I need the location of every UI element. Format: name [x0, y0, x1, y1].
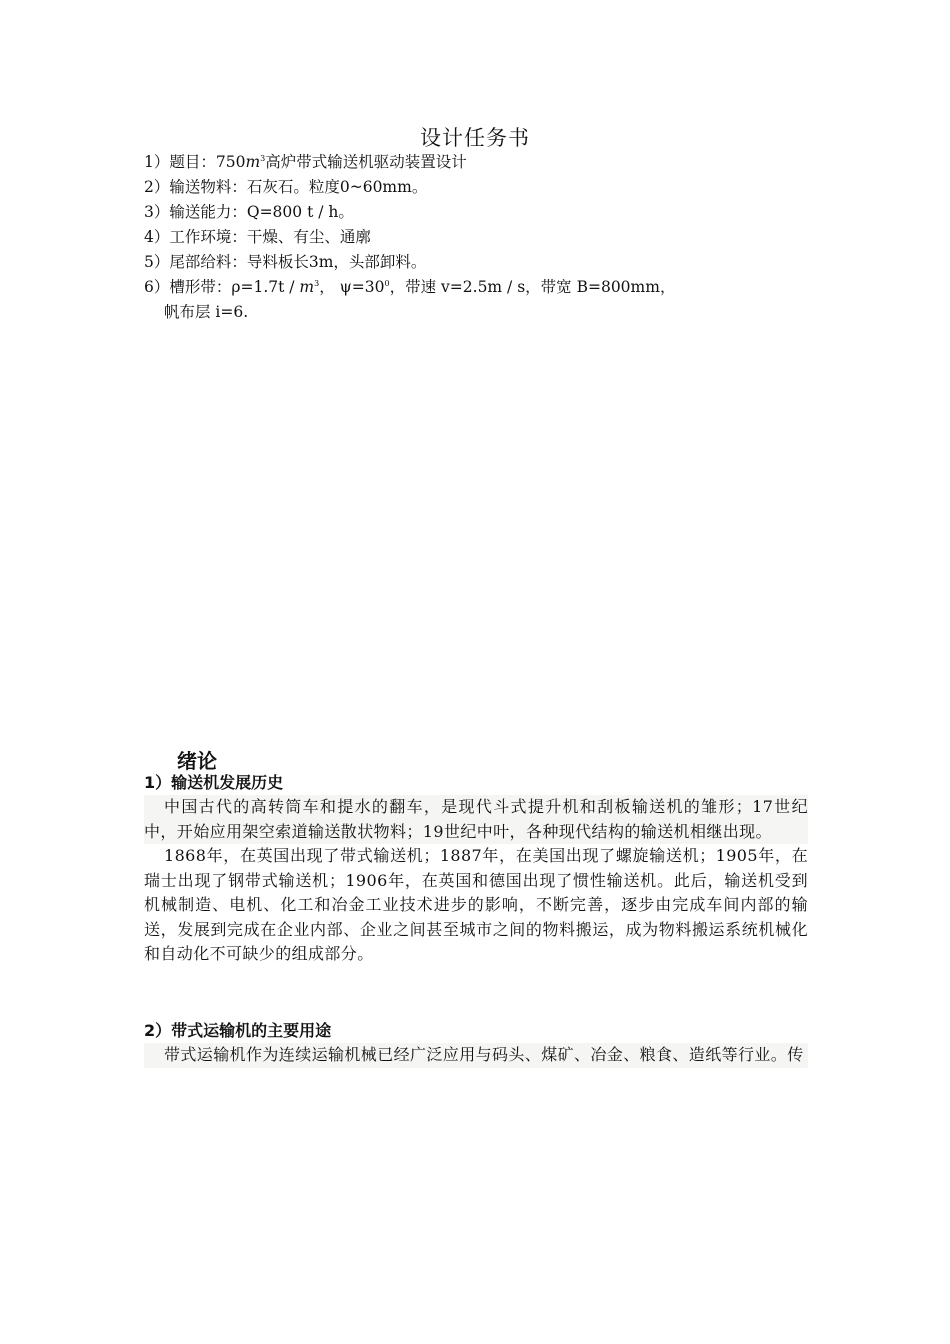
section-heading: 1）输送机发展历史 — [144, 773, 284, 792]
task-item-text: ，带速 v=2.5m / s，带宽 B=800mm， — [389, 278, 676, 296]
section-usage — [144, 1019, 808, 1068]
superscript: 0 — [384, 278, 390, 288]
paragraph: 中国古代的高转筒车和提水的翻车，是现代斗式提升机和刮板输送机的雏形；17世纪中，开始应用架空索道输送散状物料；19世纪中叶，各种现代结构的输送机相继出现。 — [144, 795, 808, 844]
superscript: 3 — [314, 278, 320, 288]
unit-symbol: m — [299, 278, 315, 296]
task-item-3: 3）输送能力：Q=800 t / h。 — [144, 203, 354, 221]
task-item-6 — [144, 275, 804, 300]
superscript: 3 — [260, 153, 266, 163]
document-title: 设计任务书 — [420, 126, 530, 150]
section-heading: 2）带式运输机的主要用途 — [144, 1021, 332, 1040]
task-item-text: ， ψ=30 — [319, 278, 385, 296]
unit-symbol: m — [245, 153, 261, 171]
task-item-text: 6）槽形带：ρ=1.7t / — [144, 278, 300, 296]
task-item-text: 1）题目：750 — [144, 153, 246, 171]
section-history — [144, 771, 808, 967]
paragraph: 带式运输机作为连续运输机械已经广泛应用与码头、煤矿、冶金、粮食、造纸等行业。传 — [144, 1043, 808, 1068]
introduction-heading: 绪论 — [177, 749, 217, 773]
paragraph: 1868年，在英国出现了带式输送机；1887年，在美国出现了螺旋输送机；1905年，在瑞士出现了钢带式输送机；1906年，在英国和德国出现了惯性输送机。此后，输送机受到机械制造、电机、化工和冶金工业技术进步的影响，不断完善，逐步由完成车间内部的输送，发展到完成在企业内部、企业之间甚至城市之间的物料搬运，成为物料搬运系统机械化和自动化不可缺少的组成部分。 — [144, 846, 808, 963]
task-item-1 — [144, 150, 804, 175]
task-list — [144, 150, 804, 325]
task-item-4: 4）工作环境：干燥、有尘、通廓 — [144, 228, 371, 246]
task-item-6-continued: 帆布层 i=6. — [164, 303, 249, 321]
task-item-5: 5）尾部给料：导料板长3m，头部卸料。 — [144, 253, 427, 271]
task-item-text: 高炉带式输送机驱动装置设计 — [265, 153, 467, 171]
task-item-2: 2）输送物料：石灰石。粒度0~60mm。 — [144, 178, 428, 196]
